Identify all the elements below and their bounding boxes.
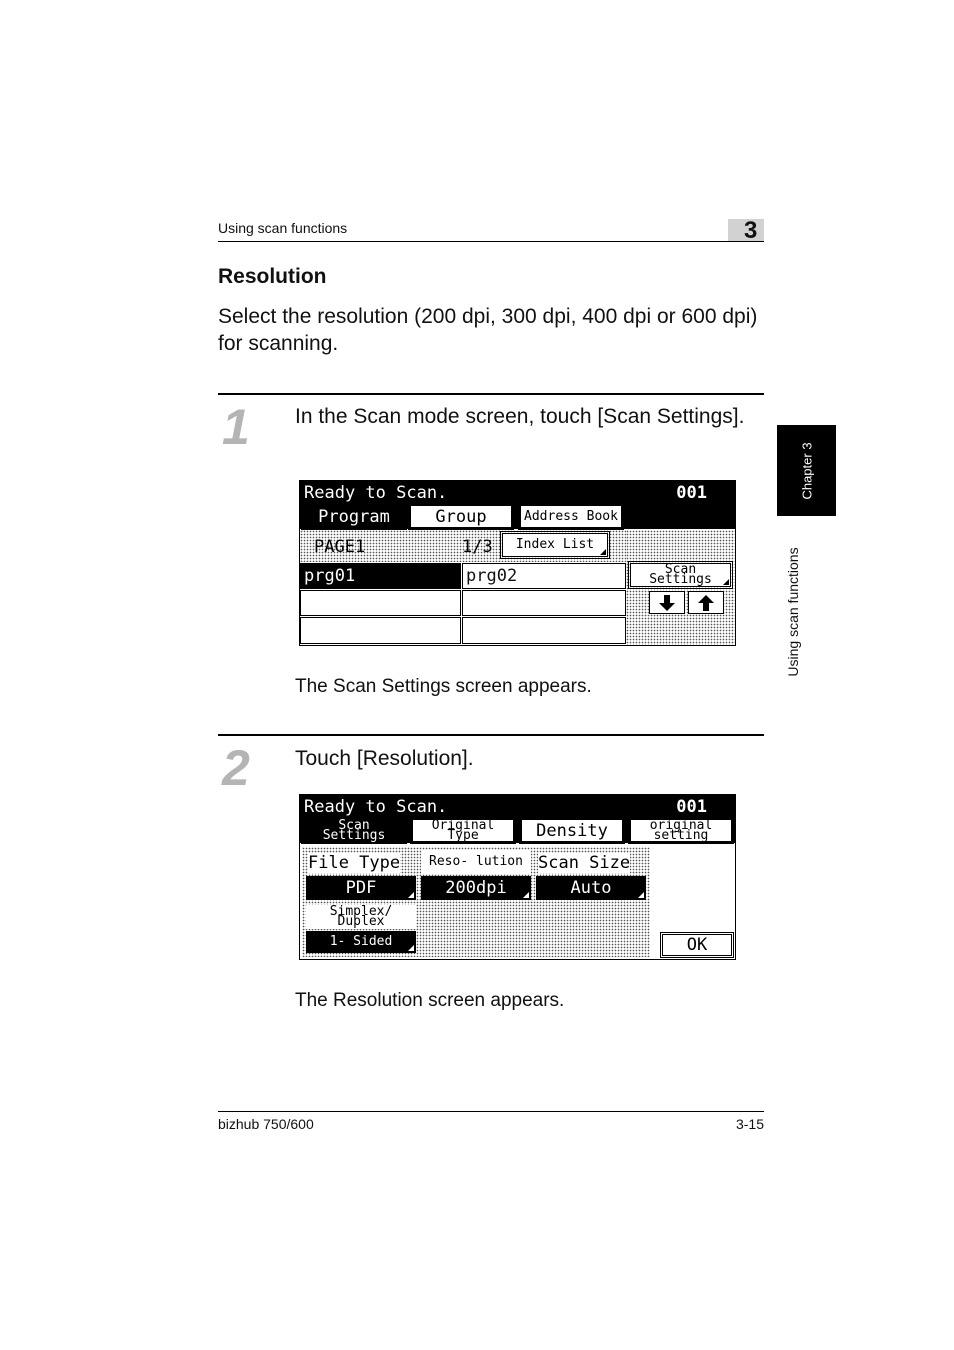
scan-size-button[interactable]: Auto [536,876,646,900]
simplex-duplex-label: Simplex/ Duplex [306,905,416,929]
page-label: PAGE1 [314,537,366,557]
scan-settings-screen [299,794,736,960]
chapter-number: 3 [744,217,758,244]
step-2-number: 2 [222,740,250,796]
scroll-up-button[interactable] [688,591,724,614]
scan-mode-screen [299,480,736,646]
tab-density[interactable]: Density [521,819,623,842]
step-1-text: In the Scan mode screen, touch [Scan Settings]. [295,405,745,428]
program-slot-empty[interactable] [300,617,461,644]
footer-page-number: 3-15 [735,1116,764,1132]
step-1-number: 1 [222,399,250,455]
page-count: 1/3 [462,537,493,557]
resolution-button[interactable]: 200dpi [421,876,531,900]
status-text: Ready to Scan. [304,483,448,503]
step-2-rule [218,734,764,736]
tab-original-type[interactable]: Original Type [412,819,514,842]
status-text: Ready to Scan. [304,797,448,817]
program-slot-empty[interactable] [300,590,461,616]
program-slot-empty[interactable] [462,590,626,616]
chapter-side-tab-label: Chapter 3 [799,441,814,500]
tab-group[interactable]: Group [410,505,512,528]
program-prg01[interactable]: prg01 [300,563,461,589]
tab-original-setting[interactable]: original setting [630,819,732,842]
tab-program[interactable]: Program [303,505,405,528]
status-bar [300,481,735,503]
footer-model: bizhub 750/600 [218,1116,314,1132]
tab-scan-settings[interactable]: Scan Settings [303,819,405,842]
program-slot-empty[interactable] [462,617,626,644]
program-prg02[interactable]: prg02 [462,563,626,589]
file-type-label: File Type [308,853,401,873]
step-1-rule [218,393,764,395]
resolution-label: Reso- lution [421,850,531,874]
ok-button[interactable]: OK [662,934,732,956]
side-section-label: Using scan functions [785,547,801,677]
intro-text: Select the resolution (200 dpi, 300 dpi, 400 dpi or 600 dpi) for scanning. [218,305,758,355]
footer-rule [218,1111,764,1112]
file-type-button[interactable]: PDF [306,876,416,900]
step-2-text: Touch [Resolution]. [295,747,474,770]
counter: 001 [676,483,707,503]
section-title: Resolution [218,265,327,288]
tab-address-book[interactable]: Address Book [520,505,622,528]
side-pattern [626,530,735,645]
chapter-side-tab [777,425,836,516]
scan-settings-button[interactable]: Scan Settings [630,563,731,587]
scroll-down-button[interactable] [649,591,685,614]
arrow-up-icon [697,594,715,612]
step-2-result: The Resolution screen appears. [295,990,565,1011]
index-list-button[interactable]: Index List [502,533,608,557]
scan-size-label: Scan Size [538,853,631,873]
header-rule [218,241,764,242]
counter: 001 [676,797,707,817]
status-bar [300,795,735,817]
simplex-duplex-button[interactable]: 1- Sided [306,931,416,953]
arrow-down-icon [658,594,676,612]
running-header: Using scan functions [218,220,348,236]
step-1-result: The Scan Settings screen appears. [295,676,592,697]
